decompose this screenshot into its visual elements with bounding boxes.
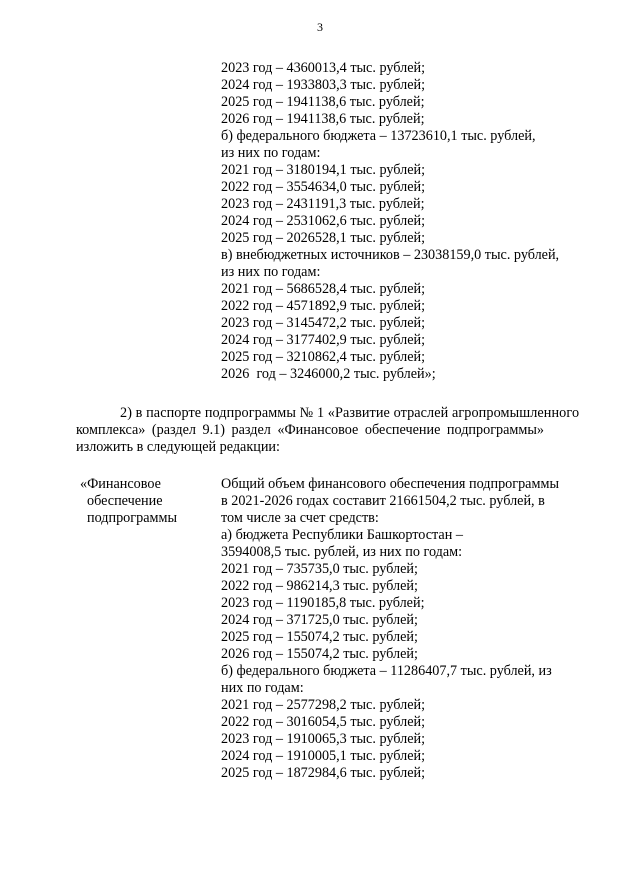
list-line: 2026 год – 1941138,6 тыс. рублей; bbox=[221, 111, 425, 127]
content-line: 2021 год – 735735,0 тыс. рублей; bbox=[221, 561, 418, 577]
list-line: 2021 год – 5686528,4 тыс. рублей; bbox=[221, 281, 426, 297]
paragraph-line: изложить в следующей редакции: bbox=[76, 439, 280, 455]
amendment-paragraph bbox=[76, 405, 617, 456]
paragraph-line: комплекса» (раздел 9.1) раздел «Финансовое обеспечение подпрограммы» bbox=[76, 422, 545, 438]
list-line: 2022 год – 4571892,9 тыс. рублей; bbox=[221, 298, 426, 314]
list-line: из них по годам: bbox=[221, 145, 321, 161]
content-line: них по годам: bbox=[221, 680, 304, 696]
content-line: б) федерального бюджета – 11286407,7 тыс. рублей, из bbox=[221, 663, 552, 679]
content-line: 2025 год – 1872984,6 тыс. рублей; bbox=[221, 765, 426, 781]
content-line: в 2021-2026 годах составит 21661504,2 тыс. рублей, в bbox=[221, 493, 545, 509]
content-line: 2024 год – 1910005,1 тыс. рублей; bbox=[221, 748, 426, 764]
content-line: 3594008,5 тыс. рублей, из них по годам: bbox=[221, 544, 463, 560]
list-line: 2023 год – 4360013,4 тыс. рублей; bbox=[221, 60, 426, 76]
list-line: 2023 год – 3145472,2 тыс. рублей; bbox=[221, 315, 426, 331]
list-line: б) федерального бюджета – 13723610,1 тыс. рублей, bbox=[221, 128, 536, 144]
section-label bbox=[80, 476, 210, 527]
list-line: 2026 год – 3246000,2 тыс. рублей»; bbox=[221, 366, 436, 382]
list-line: 2024 год – 1933803,3 тыс. рублей; bbox=[221, 77, 426, 93]
list-line: 2025 год – 1941138,6 тыс. рублей; bbox=[221, 94, 425, 110]
list-line: 2024 год – 3177402,9 тыс. рублей; bbox=[221, 332, 426, 348]
page-number: 3 bbox=[317, 20, 323, 34]
section-content bbox=[221, 476, 621, 782]
label-line: обеспечение bbox=[87, 493, 163, 509]
list-line: 2024 год – 2531062,6 тыс. рублей; bbox=[221, 213, 426, 229]
content-line: том числе за счет средств: bbox=[221, 510, 379, 526]
paragraph-line: 2) в паспорте подпрограммы № 1 «Развитие отраслей агропромышленного bbox=[120, 405, 580, 421]
content-line: 2022 год – 986214,3 тыс. рублей; bbox=[221, 578, 418, 594]
funding-list-continued bbox=[221, 60, 621, 383]
list-line: из них по годам: bbox=[221, 264, 321, 280]
list-line: 2023 год – 2431191,3 тыс. рублей; bbox=[221, 196, 425, 212]
content-line: а) бюджета Республики Башкортостан – bbox=[221, 527, 463, 543]
list-line: 2025 год – 3210862,4 тыс. рублей; bbox=[221, 349, 426, 365]
label-line: «Финансовое bbox=[80, 476, 161, 492]
list-line: в) внебюджетных источников – 23038159,0 тыс. рублей, bbox=[221, 247, 560, 263]
content-line: 2025 год – 155074,2 тыс. рублей; bbox=[221, 629, 418, 645]
content-line: 2024 год – 371725,0 тыс. рублей; bbox=[221, 612, 418, 628]
content-line: 2023 год – 1910065,3 тыс. рублей; bbox=[221, 731, 426, 747]
list-line: 2021 год – 3180194,1 тыс. рублей; bbox=[221, 162, 426, 178]
content-line: 2021 год – 2577298,2 тыс. рублей; bbox=[221, 697, 426, 713]
content-line: Общий объем финансового обеспечения подпрограммы bbox=[221, 476, 559, 492]
label-line: подпрограммы bbox=[87, 510, 177, 526]
list-line: 2022 год – 3554634,0 тыс. рублей; bbox=[221, 179, 426, 195]
list-line: 2025 год – 2026528,1 тыс. рублей; bbox=[221, 230, 426, 246]
content-line: 2026 год – 155074,2 тыс. рублей; bbox=[221, 646, 418, 662]
content-line: 2022 год – 3016054,5 тыс. рублей; bbox=[221, 714, 426, 730]
content-line: 2023 год – 1190185,8 тыс. рублей; bbox=[221, 595, 425, 611]
